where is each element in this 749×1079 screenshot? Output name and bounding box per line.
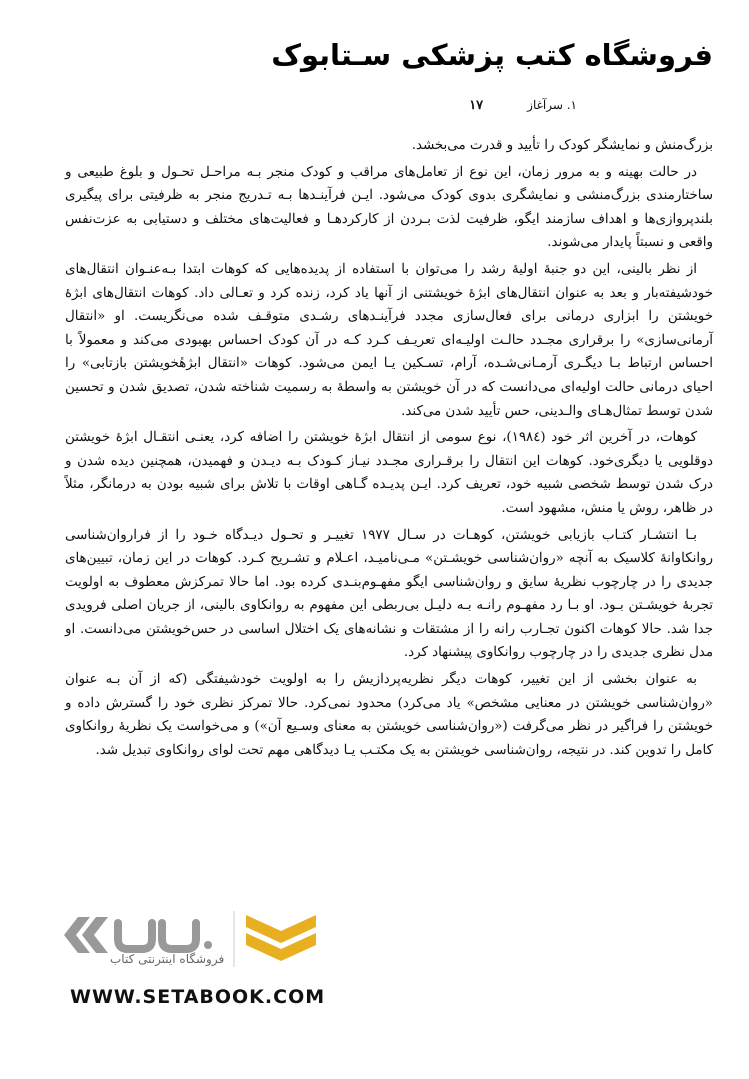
store-title: فروشگاه کتب پزشکی سـتابوک bbox=[271, 38, 713, 72]
paragraph: از نظر بالینی، این دو جنبهٔ اولیهٔ رشد را می‌توان با استفاده از پدیده‌هایی که کوهات ابتدا بـه‌عنـوان انتقال‌های خودشیفته‌بار و بعد به عنوان انتقال‌های ابژهٔ خویشتنی از آنها یاد کرد، زنده کرد و تعـالی داد. کوهات انتقال‌های ابژهٔ خویشتن را ابزاری درمانی برای فعال‌سازی مجدد فرآینـدهای رشـدی متوقـف شده می‌نگریست. او «انتقال آرمانی‌سازی» را برقراری مجـدد حالـت اولیـه‌ای تعریـف کـرد کـه در آن کودک احساس بهبودی می‌کند و معمولاً با احساس ارتباط بـا دیگـری آرمـانی‌شـده، آرام، تسـکین یـا ایمن می‌شود. کوهات «انتقال ابژهٔخویشتن بازتابی» را احیای درمانی حالت اولیه‌ای می‌دانست که در آن خویشتن به واسطهٔ به رسمیت شناخته شدن، تصدیق شدن و تحسین شدن توسط تمثال‌هـای والـدینی، حس تأیید شدن می‌کند. bbox=[65, 261, 713, 419]
chevron-left-icon bbox=[64, 917, 108, 953]
paragraph: کوهات، در آخرین اثر خود (۱۹۸٤)، نوع سومی از انتقال ابژهٔ خویشتن را اضافه کرد، یعنـی انتقـال ابژهٔ خویشتن دوقلویی یا دیگری‌خود. کوهات این انتقال را برقـراری مجـدد نیـاز کـودک بـه دیـدن و فهمیدن، همچنین دیده شدن و درک شدن توسط شخصی شبیه خود، تعریف کرد. ایـن پدیـده گـاهی اوقات با تلاش برای شبیه بودن به درمانگر، مثلاً در ظاهر، روش یا منش، مشهود است. bbox=[65, 430, 713, 516]
running-head bbox=[60, 98, 577, 113]
paragraph: در حالت بهینه و به مرور زمان، این نوع از تعامل‌های مراقب و کودک منجر بـه مراحـل تحـول و بلوغ طبیعی و ساختارمندی بزرگ‌منشی و نمایشگری بدوی کودک می‌شود. ایـن فرآینـدها بـه تـدریج منجر به ظرفیتی برای پیگیری بلندپروازی‌ها و اهداف سازمند ایگو، ظرفیت لذت بـردن از کارکردهـا و فعالیت‌های مختلف و دستیابی به عزت‌نفس واقعی و نسبتاً پایدار می‌شوند. bbox=[65, 164, 713, 251]
logo-tagline: فروشگاه اینترنتی کتاب bbox=[110, 952, 225, 966]
wordmark-shape bbox=[118, 923, 212, 949]
body-text bbox=[65, 134, 713, 762]
paragraph: بـا انتشـار کتـاب بازیابی خویشتن، کوهـات در سـال ۱۹۷۷ تغییـر و تحـول دیـدگاه خـود را از فراروان‌شناسی روانکاوانهٔ کلاسیک به آنچه «روان‌شناسی خویشـتن» مـی‌نامیـد، اعـلام و تشـریح کـرد. کوهات در این زمان، تبیین‌های جدیدی را در چارچوب نظریهٔ سایق و روان‌شناسی ایگو مفهـوم‌بنـدی کرده بود. اما حالا تمرکزش معطوف به اولویت تجربهٔ خویشـتن بـود. او بـا رد مفهـوم رانـه بـه دلیـل بی‌ربطی این مفهوم به روانکاوی بالینی، از جریان اصلی فرویدی جدا شد. حالا کوهات اکنون تجـارب رانه را از مشتقات و نشانه‌های یک اختلال اساسی در حس‌خویشتن می‌دانست. او مدل نظری جدیدی را در چارچوب روانکاوی پیشنهاد کرد. bbox=[65, 527, 713, 661]
page-number: ۱۷ bbox=[469, 98, 484, 113]
site-url: WWW.SETABOOK.COM bbox=[70, 986, 326, 1008]
paragraph: بزرگ‌منش و نمایشگر کودک را تأیید و قدرت می‌بخشد. bbox=[411, 138, 713, 153]
paragraph: به عنوان بخشی از این تغییر، کوهات دیگر نظریه‌پردازیش را به اولویت خودشیفتگی (که از آن بـه عنوان «روان‌شناسی خویشتن در معنایی مشخص» یاد می‌کرد) محدود نمی‌کرد. حالا تمرکز نظری خود را گسترش داده و خویشتن را فراگیر در نظر می‌گرفت («روان‌شناسی خویشتن به معنای وسـیع آن») و می‌خواست یک نظریهٔ روانکاوی کامل را تدوین کند. در نتیجه، روان‌شناسی خویشتن به یک مکتـب یـا دیدگاهی مهم تحت لوای روانکاوی تبدیل شد. bbox=[65, 672, 713, 758]
chapter-label: ۱. سرآغاز bbox=[527, 98, 577, 112]
stacked-chevron-logo-icon bbox=[246, 915, 316, 961]
